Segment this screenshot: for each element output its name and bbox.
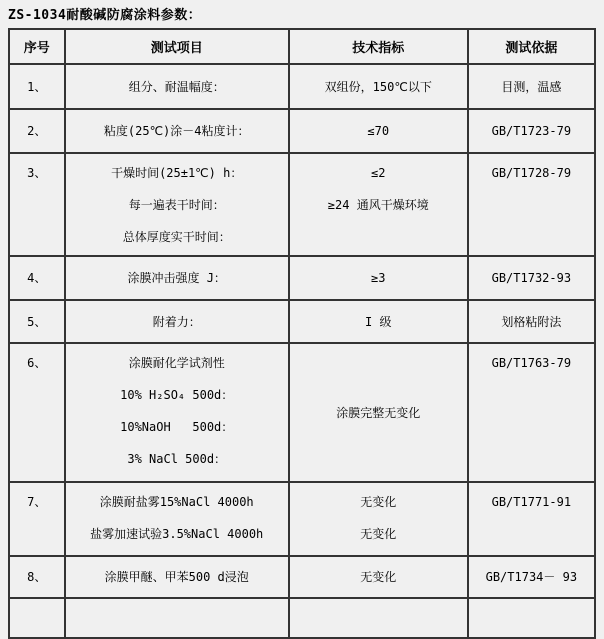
cell-line: 组分、耐温幅度：	[128, 79, 225, 94]
parameters-table	[8, 28, 596, 639]
cell-content	[290, 306, 467, 338]
cell-basis	[468, 598, 595, 638]
table-row	[9, 300, 595, 343]
cell-line: 干燥时间(25±1℃) h：	[111, 166, 243, 180]
table-row	[9, 482, 595, 556]
cell-line: 6、	[27, 356, 47, 370]
table-row-partial	[9, 598, 595, 638]
cell-basis	[468, 300, 595, 343]
cell-item	[65, 482, 289, 556]
cell-spec	[289, 153, 468, 256]
cell-content	[469, 115, 594, 147]
cell-line: GB/T1734－ 93	[485, 570, 578, 584]
cell-content	[66, 115, 288, 147]
cell-line: ≥24 通风干燥环境	[327, 198, 429, 212]
cell-content	[469, 262, 594, 294]
cell-content	[10, 344, 64, 379]
cell-content	[10, 154, 64, 189]
cell-line: 涂膜耐化学试剂性	[128, 356, 225, 370]
table-row	[9, 153, 595, 256]
cell-no	[9, 300, 65, 343]
cell-content	[10, 71, 64, 103]
cell-line: 2、	[27, 124, 47, 138]
table-row	[9, 343, 595, 482]
cell-spec	[289, 482, 468, 556]
cell-item	[65, 153, 289, 256]
cell-item	[65, 256, 289, 300]
table-body	[9, 64, 595, 638]
cell-line: ≤2	[371, 166, 386, 180]
cell-no	[9, 482, 65, 556]
cell-line: 附着力：	[152, 314, 201, 329]
cell-item	[65, 64, 289, 109]
cell-basis	[468, 556, 595, 598]
cell-line: ≤70	[367, 124, 390, 138]
cell-line: 10%NaOH 500d：	[120, 420, 234, 434]
cell-line: 5、	[27, 314, 47, 329]
header-item: 测试项目	[65, 29, 289, 64]
cell-basis	[468, 343, 595, 482]
cell-content	[66, 154, 288, 253]
cell-content	[469, 154, 594, 189]
cell-item	[65, 598, 289, 638]
cell-content	[290, 154, 467, 221]
cell-content	[66, 561, 288, 593]
cell-content	[66, 344, 288, 475]
cell-no	[9, 556, 65, 598]
cell-line: 粘度(25℃)涂－4粘度计：	[103, 124, 250, 138]
cell-basis	[468, 256, 595, 300]
cell-line: 10% H₂SO₄ 500d：	[120, 388, 234, 402]
cell-line: 1、	[27, 79, 47, 94]
table-row	[9, 256, 595, 300]
cell-line: 3、	[27, 166, 47, 180]
cell-line: 3% NaCl 500d：	[127, 452, 227, 466]
cell-spec	[289, 109, 468, 153]
cell-spec	[289, 64, 468, 109]
cell-line: GB/T1771-91	[491, 495, 572, 509]
cell-content	[290, 397, 467, 429]
cell-no	[9, 153, 65, 256]
cell-line: 涂膜完整无变化	[336, 405, 421, 420]
cell-spec	[289, 300, 468, 343]
cell-line: 涂膜甲醚、甲苯500 d浸泡	[104, 570, 249, 584]
cell-line: 4、	[27, 271, 47, 285]
cell-basis	[468, 482, 595, 556]
page-title: ZS-1034耐酸碱防腐涂料参数：	[8, 8, 202, 23]
cell-content	[469, 483, 594, 518]
cell-basis	[468, 109, 595, 153]
cell-content	[66, 71, 288, 103]
cell-content	[10, 561, 64, 593]
cell-line: 8、	[27, 570, 47, 584]
cell-content	[290, 483, 467, 550]
cell-content	[66, 483, 288, 550]
table-row	[9, 556, 595, 598]
cell-line: I 级	[365, 314, 392, 329]
cell-line: 划格粘附法	[501, 314, 562, 329]
cell-line: 总体厚度实干时间：	[122, 230, 231, 244]
cell-line: 双组份，150℃以下	[324, 79, 432, 94]
cell-no	[9, 598, 65, 638]
cell-line: 每一遍表干时间：	[128, 198, 225, 212]
header-spec: 技术指标	[289, 29, 468, 64]
cell-line: GB/T1723-79	[491, 124, 572, 138]
cell-item	[65, 109, 289, 153]
cell-content	[469, 306, 594, 338]
cell-spec	[289, 256, 468, 300]
cell-line: 涂膜耐盐雾15%NaCl 4000h	[99, 495, 254, 509]
cell-item	[65, 300, 289, 343]
cell-no	[9, 256, 65, 300]
cell-content	[66, 262, 288, 294]
cell-no	[9, 109, 65, 153]
cell-line: 7、	[27, 495, 47, 509]
cell-line: GB/T1728-79	[491, 166, 572, 180]
table-header	[9, 29, 595, 64]
cell-content	[66, 306, 288, 338]
header-basis: 测试依据	[468, 29, 595, 64]
table-row	[9, 109, 595, 153]
cell-spec	[289, 598, 468, 638]
cell-no	[9, 64, 65, 109]
cell-item	[65, 556, 289, 598]
cell-content	[290, 71, 467, 103]
cell-content	[10, 262, 64, 294]
cell-content	[290, 561, 467, 593]
cell-content	[290, 115, 467, 147]
header-no: 序号	[9, 29, 65, 64]
cell-line: ≥3	[371, 271, 386, 285]
cell-content	[469, 71, 594, 103]
cell-content	[469, 561, 594, 593]
header-row	[9, 29, 595, 64]
cell-no	[9, 343, 65, 482]
cell-content	[10, 306, 64, 338]
table-row	[9, 64, 595, 109]
cell-line: 无变化	[360, 570, 397, 584]
cell-item	[65, 343, 289, 482]
cell-spec	[289, 556, 468, 598]
cell-line: 无变化	[360, 495, 397, 509]
cell-content	[469, 344, 594, 379]
cell-content	[290, 262, 467, 294]
cell-spec	[289, 343, 468, 482]
cell-line: 涂膜冲击强度 J：	[127, 271, 226, 285]
cell-line: GB/T1732-93	[491, 271, 572, 285]
cell-line: GB/T1763-79	[491, 356, 572, 370]
cell-line: 目测，温感	[501, 79, 562, 94]
cell-basis	[468, 153, 595, 256]
cell-line: 盐雾加速试验3.5%NaCl 4000h	[90, 527, 264, 541]
cell-content	[10, 115, 64, 147]
cell-content	[10, 483, 64, 518]
cell-basis	[468, 64, 595, 109]
cell-line: 无变化	[360, 527, 397, 541]
